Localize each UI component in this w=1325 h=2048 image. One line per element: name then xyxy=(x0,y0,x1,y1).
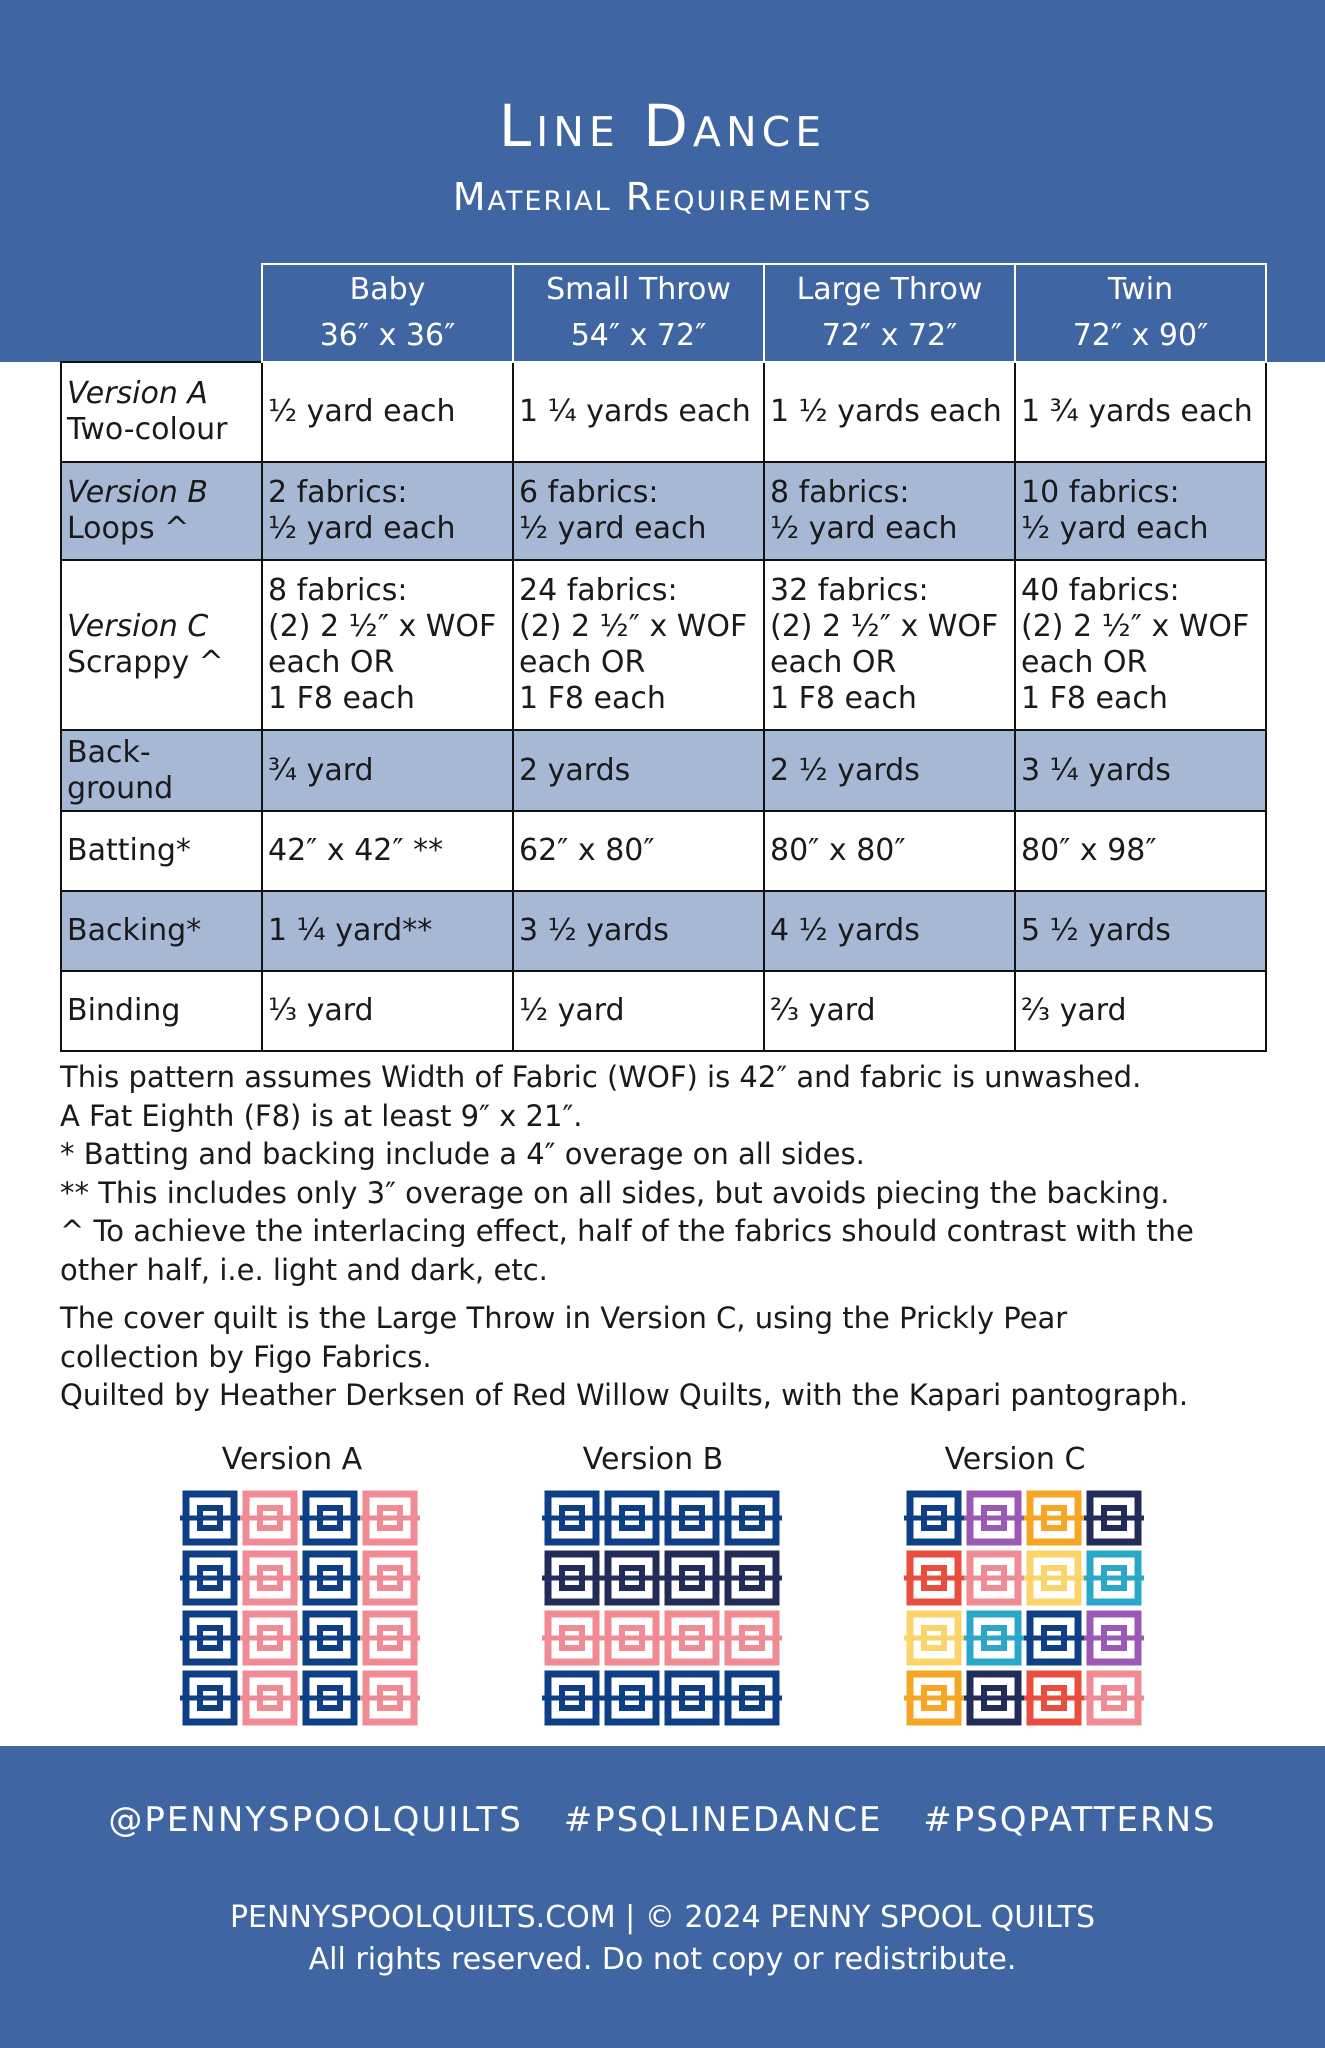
table-cell xyxy=(262,462,513,560)
row-header-line: Back- xyxy=(67,734,151,770)
row-header-label: Loops ^ xyxy=(67,511,190,546)
quilt-background xyxy=(904,1488,1144,1728)
table-cell: 2 ½ yards xyxy=(764,730,1015,811)
table-cell: 80″ x 80″ xyxy=(764,811,1015,891)
row-header: Batting* xyxy=(61,811,262,891)
rights-notice: All rights reserved. Do not copy or redistribute. xyxy=(308,1942,1017,1977)
table-cell: 1 ¾ yards each xyxy=(1015,362,1266,462)
cell-line: 6 fabrics: xyxy=(519,475,659,510)
page-title: Line Dance xyxy=(498,92,827,160)
note-contrast: ^ To achieve the interlacing effect, half of the fabrics should contrast with the xyxy=(60,1214,1194,1248)
quilt-version-b-image xyxy=(542,1488,782,1728)
row-header xyxy=(61,730,262,811)
cell-line: ½ yard each xyxy=(1021,511,1209,546)
table-row-backing xyxy=(61,891,1266,971)
cell-line: each OR xyxy=(519,645,646,680)
column-header-twin xyxy=(1015,264,1266,362)
cell-line: 1 F8 each xyxy=(1021,681,1168,716)
table-row-version-a xyxy=(61,362,1266,462)
table-row-batting xyxy=(61,811,1266,891)
quilt-version-c-image xyxy=(904,1488,1144,1728)
column-size: 54″ x 72″ xyxy=(570,318,707,353)
quilt-version-a-image xyxy=(180,1488,420,1728)
table-cell xyxy=(764,560,1015,730)
row-header xyxy=(61,362,262,462)
cell-line: each OR xyxy=(770,645,897,680)
material-requirements-table xyxy=(60,263,1267,1052)
table-cell: ½ yard each xyxy=(262,362,513,462)
instagram-handle[interactable]: @PENNYSPOOLQUILTS xyxy=(108,1800,523,1840)
social-handles xyxy=(0,1800,1325,1840)
column-size: 72″ x 72″ xyxy=(821,318,958,353)
table-cell: ⅓ yard xyxy=(262,971,513,1051)
table-cell: 1 ¼ yard** xyxy=(262,891,513,971)
row-header xyxy=(61,560,262,730)
cell-line: 32 fabrics: xyxy=(770,573,929,608)
hashtag-patterns[interactable]: #PSQPATTERNS xyxy=(923,1800,1217,1840)
row-header-label: Two-colour xyxy=(67,412,228,447)
table-cell xyxy=(764,462,1015,560)
column-header-large-throw xyxy=(764,264,1015,362)
note-cover-quilt: The cover quilt is the Large Throw in Version C, using the Prickly Pear xyxy=(60,1301,1068,1335)
table-cell xyxy=(1015,560,1266,730)
notes-block xyxy=(60,1058,1280,1415)
cell-line: (2) 2 ½″ x WOF xyxy=(1021,609,1250,644)
footer-band xyxy=(0,1746,1325,2048)
note-cover-quilt-cont: collection by Figo Fabrics. xyxy=(60,1339,432,1374)
cell-line: each OR xyxy=(268,645,395,680)
table-row-binding xyxy=(61,971,1266,1051)
row-header: Backing* xyxy=(61,891,262,971)
note-contrast-cont: other half, i.e. light and dark, etc. xyxy=(60,1252,548,1287)
note-quilted-by: Quilted by Heather Derksen of Red Willow Quilts, with the Kapari pantograph. xyxy=(60,1378,1189,1412)
website-copyright: PENNYSPOOLQUILTS.COM | © 2024 PENNY SPOOL QUILTS xyxy=(229,1900,1096,1935)
version-b-label: Version B xyxy=(582,1442,724,1477)
page-subtitle: Material Requirements xyxy=(452,175,873,219)
column-header-baby xyxy=(262,264,513,362)
column-name: Large Throw xyxy=(796,272,983,307)
version-a-label: Version A xyxy=(221,1442,363,1477)
notes-gap xyxy=(60,1289,1280,1299)
table-cell: 5 ½ yards xyxy=(1015,891,1266,971)
cell-line: 1 F8 each xyxy=(770,681,917,716)
note-fat-eighth: A Fat Eighth (F8) is at least 9″ x 21″. xyxy=(60,1098,583,1133)
row-header-version: Version C xyxy=(67,609,209,644)
note-batting: * Batting and backing include a 4″ overage on all sides. xyxy=(60,1137,865,1171)
column-size: 72″ x 90″ xyxy=(1072,318,1209,353)
table-cell: ½ yard xyxy=(513,971,764,1051)
column-header-small-throw xyxy=(513,264,764,362)
table-cell: 3 ¼ yards xyxy=(1015,730,1266,811)
table-corner xyxy=(61,264,262,362)
table-cell xyxy=(1015,462,1266,560)
table-cell: 1 ¼ yards each xyxy=(513,362,764,462)
row-header-line: ground xyxy=(67,770,174,806)
table-header-row xyxy=(61,264,1266,362)
cell-line: 1 F8 each xyxy=(519,681,666,716)
table-cell xyxy=(262,560,513,730)
note-overage: ** This includes only 3″ overage on all sides, but avoids piecing the backing. xyxy=(60,1175,1170,1210)
row-header-version: Version B xyxy=(67,475,209,510)
table-cell: 3 ½ yards xyxy=(513,891,764,971)
cell-line: 2 fabrics: xyxy=(268,475,408,510)
table-cell: ⅔ yard xyxy=(1015,971,1266,1051)
table-cell: 62″ x 80″ xyxy=(513,811,764,891)
cell-line: ½ yard each xyxy=(770,511,958,546)
table-cell: 42″ x 42″ ** xyxy=(262,811,513,891)
cell-line: 8 fabrics: xyxy=(268,573,408,608)
cell-line: 8 fabrics: xyxy=(770,475,910,510)
row-header xyxy=(61,462,262,560)
table-cell: ⅔ yard xyxy=(764,971,1015,1051)
cell-line: ½ yard each xyxy=(519,511,707,546)
row-header: Binding xyxy=(61,971,262,1051)
table-cell: 4 ½ yards xyxy=(764,891,1015,971)
row-header-label: Scrappy ^ xyxy=(67,645,224,680)
note-wof: This pattern assumes Width of Fabric (WOF) is 42″ and fabric is unwashed. xyxy=(60,1060,1142,1094)
cell-line: 10 fabrics: xyxy=(1021,475,1180,510)
quilt-background xyxy=(542,1488,782,1728)
cell-line: 40 fabrics: xyxy=(1021,573,1180,608)
table-cell: 2 yards xyxy=(513,730,764,811)
table-cell: 1 ½ yards each xyxy=(764,362,1015,462)
column-name: Baby xyxy=(349,272,426,307)
column-size: 36″ x 36″ xyxy=(319,318,456,353)
table-row-background xyxy=(61,730,1266,811)
quilt-background xyxy=(180,1488,420,1728)
table-cell: ¾ yard xyxy=(262,730,513,811)
table-cell xyxy=(513,560,764,730)
cell-line: 24 fabrics: xyxy=(519,573,678,608)
table-row-version-c xyxy=(61,560,1266,730)
cell-line: 1 F8 each xyxy=(268,681,415,716)
row-header-version: Version A xyxy=(67,376,208,411)
table-cell xyxy=(513,462,764,560)
column-name: Small Throw xyxy=(546,272,731,307)
version-c-label: Version C xyxy=(944,1442,1086,1477)
cell-line: (2) 2 ½″ x WOF xyxy=(770,609,999,644)
cell-line: (2) 2 ½″ x WOF xyxy=(519,609,748,644)
hashtag-linedance[interactable]: #PSQLINEDANCE xyxy=(563,1800,883,1840)
table-row-version-b xyxy=(61,462,1266,560)
cell-line: ½ yard each xyxy=(268,511,456,546)
column-name: Twin xyxy=(1107,272,1174,307)
table-cell: 80″ x 98″ xyxy=(1015,811,1266,891)
cell-line: each OR xyxy=(1021,645,1148,680)
cell-line: (2) 2 ½″ x WOF xyxy=(268,609,497,644)
